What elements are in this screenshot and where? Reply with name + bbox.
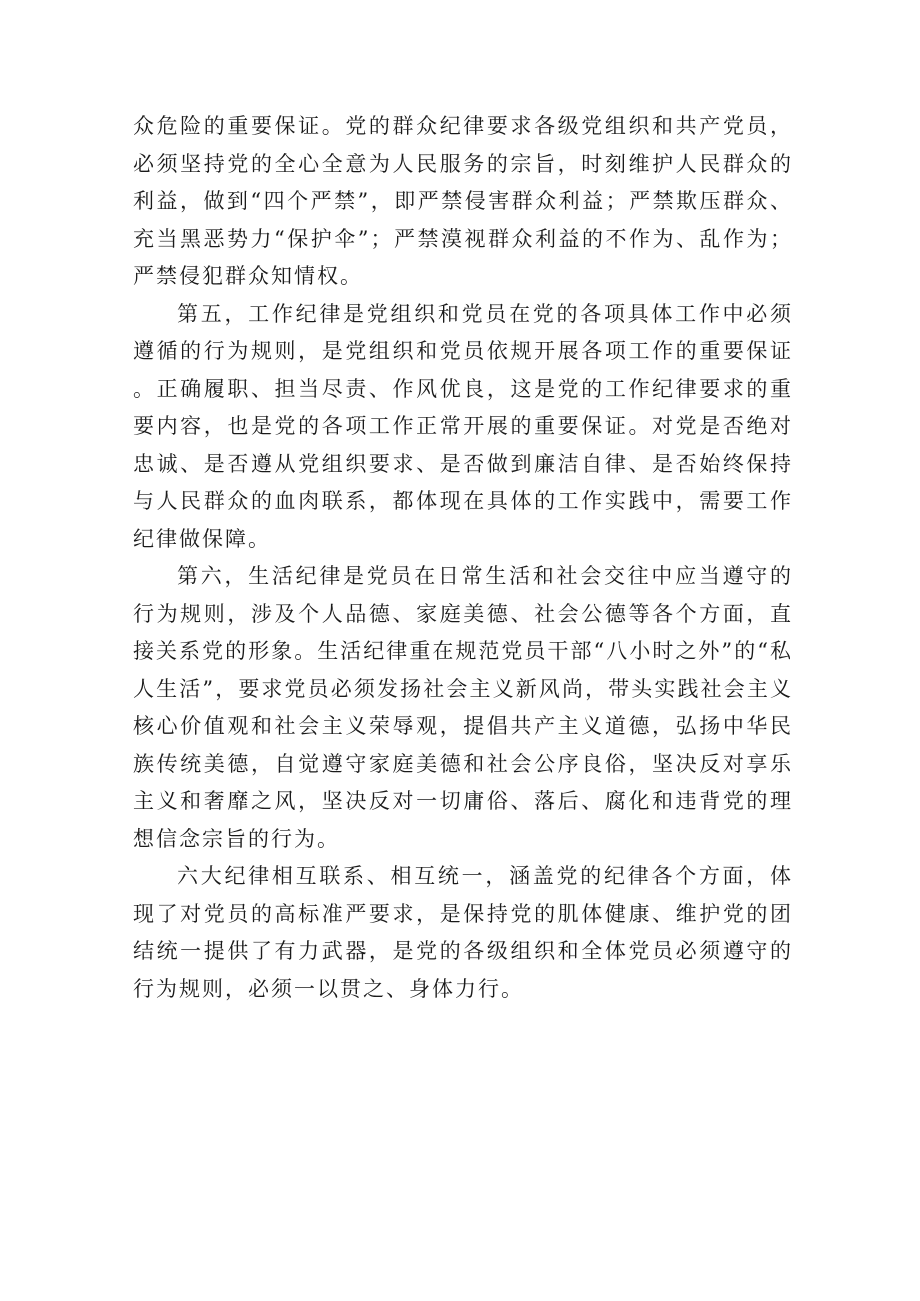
document-body (133, 108, 793, 1008)
paragraph-work-discipline: 第五，工作纪律是党组织和党员在党的各项具体工作中必须遵循的行为规则，是党组织和党员依规开展各项工作的重要保证。正确履职、担当尽责、作风优良，这是党的工作纪律要求的重要内容，也是党的各项工作正常开展的重要保证。对党是否绝对忠诚、是否遵从党组织要求、是否做到廉洁自律、是否始终保持与人民群众的血肉联系，都体现在具体的工作实践中，需要工作纪律做保障。 (133, 301, 793, 551)
paragraph-life-discipline: 第六，生活纪律是党员在日常生活和社会交往中应当遵守的行为规则，涉及个人品德、家庭美德、社会公德等各个方面，直接关系党的形象。生活纪律重在规范党员干部“八小时之外”的“私人生活”，要求党员必须发扬社会主义新风尚，带头实践社会主义核心价值观和社会主义荣辱观，提倡共产主义道德，弘扬中华民族传统美德，自觉遵守家庭美德和社会公序良俗，坚决反对享乐主义和奢靡之风，坚决反对一切庸俗、落后、腐化和违背党的理想信念宗旨的行为。 (133, 564, 793, 851)
paragraph-mass-discipline-continued: 众危险的重要保证。党的群众纪律要求各级党组织和共产党员，必须坚持党的全心全意为人民服务的宗旨，时刻维护人民群众的利益，做到“四个严禁”，即严禁侵害群众利益；严禁欺压群众、充当黑恶势力“保护伞”；严禁漠视群众利益的不作为、乱作为；严禁侵犯群众知情权。 (133, 114, 793, 288)
paragraph-six-disciplines-summary: 六大纪律相互联系、相互统一，涵盖党的纪律各个方面，体现了对党员的高标准严要求，是保持党的肌体健康、维护党的团结统一提供了有力武器，是党的各级组织和全体党员必须遵守的行为规则，必须一以贯之、身体力行。 (133, 864, 793, 1001)
